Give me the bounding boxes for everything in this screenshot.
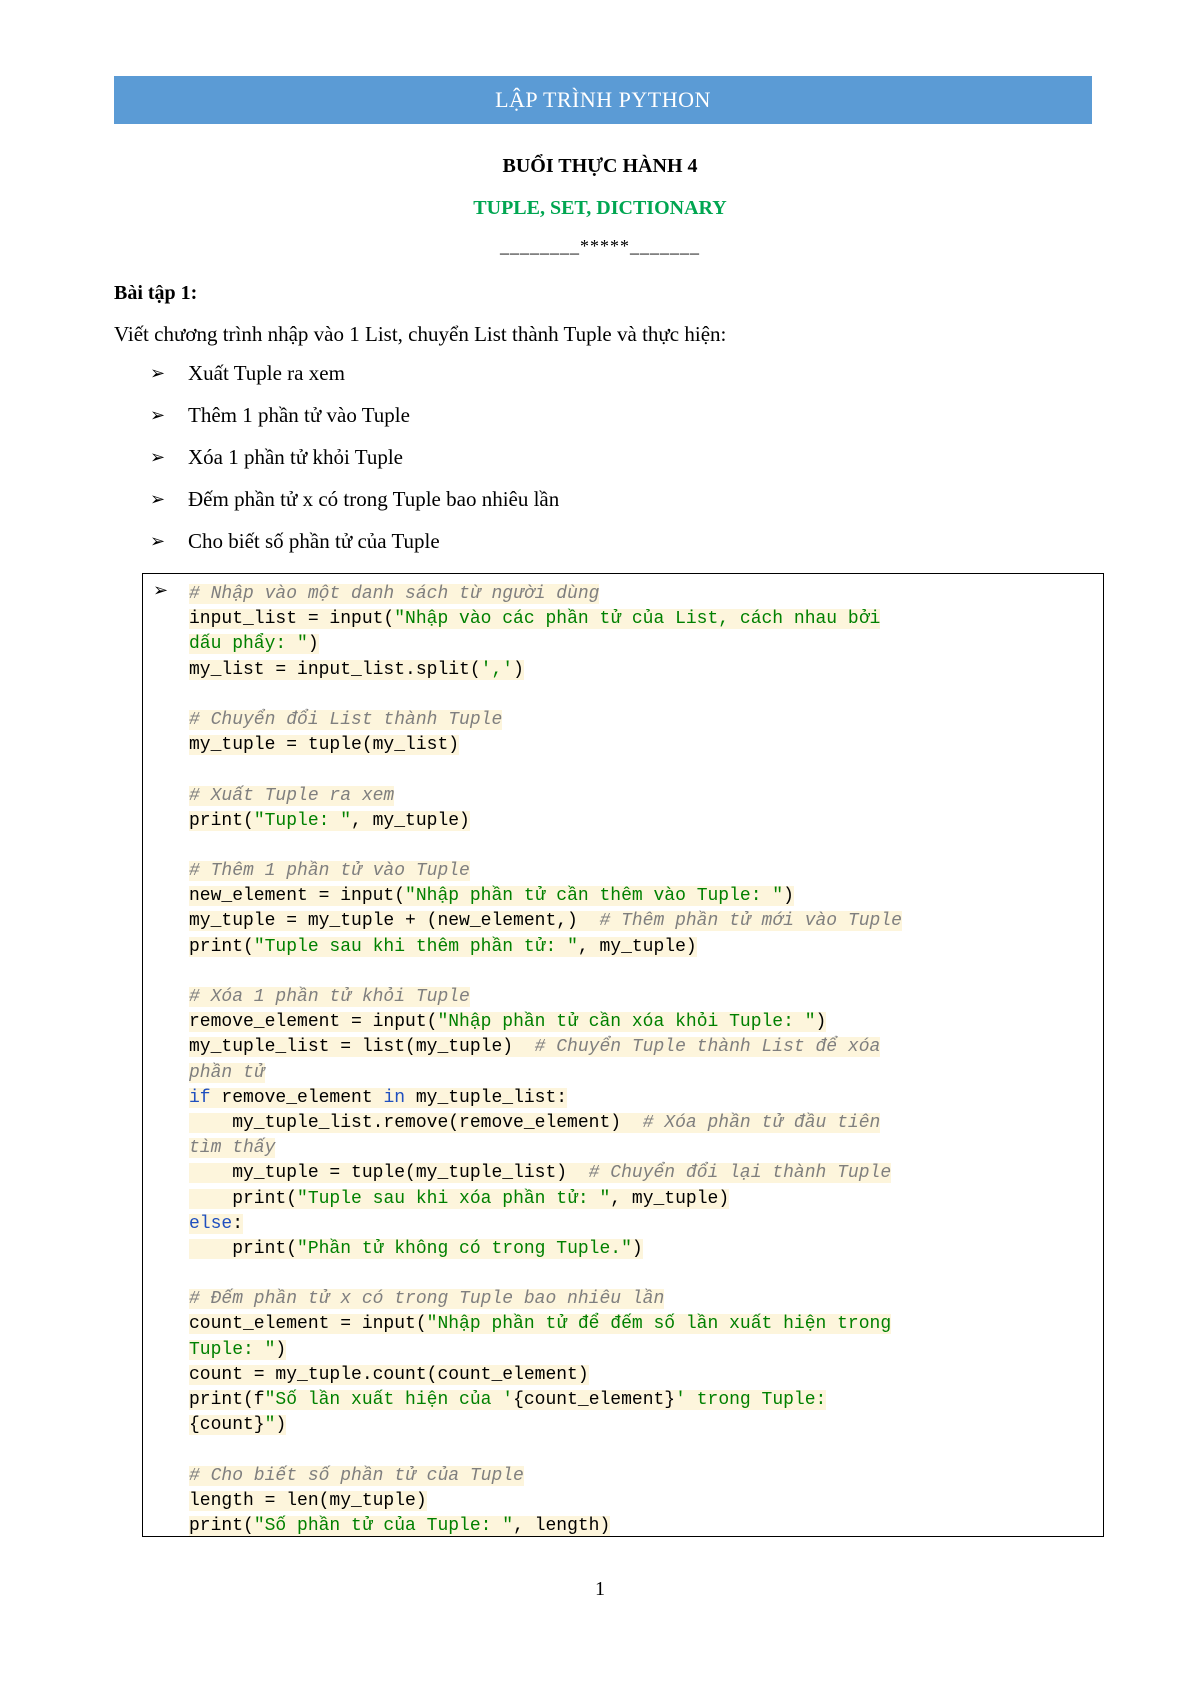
- code-token: # Chuyển đổi lại thành Tuple: [588, 1163, 892, 1184]
- code-token: ): [307, 634, 319, 655]
- code-token: my_tuple_list.remove(remove_element): [189, 1112, 643, 1133]
- code-token: ): [275, 1415, 287, 1436]
- code-line: [189, 1438, 1089, 1463]
- code-token: input_list = input(: [189, 609, 395, 630]
- code-line: [189, 607, 1089, 632]
- code-line: [189, 1262, 1089, 1287]
- list-item: [150, 360, 559, 402]
- code-line: [189, 1363, 1089, 1388]
- code-token: {count}: [189, 1415, 265, 1436]
- code-line: [189, 935, 1089, 960]
- code-line: [189, 1212, 1089, 1237]
- separator-line: ________*****_______: [500, 236, 700, 256]
- code-token: remove_element: [210, 1087, 384, 1108]
- course-banner: [114, 76, 1092, 124]
- code-token: "Số phần tử của Tuple: ": [253, 1515, 514, 1536]
- code-block: [142, 573, 1104, 1537]
- arrow-bullet-icon: ➢: [150, 447, 166, 467]
- arrow-bullet-icon: ➢: [150, 531, 166, 551]
- code-line: [189, 1514, 1089, 1539]
- code-line: [189, 683, 1089, 708]
- code-line: [189, 758, 1089, 783]
- code-token: print(: [189, 1188, 298, 1209]
- list-item: [150, 528, 559, 570]
- code-token: "Nhập phần tử cần thêm vào Tuple: ": [405, 886, 784, 907]
- code-token: "Số lần xuất hiện của ': [264, 1390, 514, 1410]
- code-line: [189, 784, 1089, 809]
- code-token: count_element = input(: [189, 1314, 427, 1335]
- code-token: :: [232, 1213, 244, 1234]
- code-token: "Nhập phần tử cần xóa khỏi Tuple: ": [437, 1012, 816, 1033]
- code-line: [189, 834, 1089, 859]
- code-line: [189, 909, 1089, 934]
- code-line: [189, 809, 1089, 834]
- code-line: [189, 1136, 1089, 1161]
- arrow-bullet-icon: ➢: [150, 405, 166, 425]
- code-line: [189, 632, 1089, 657]
- code-token: , my_tuple): [610, 1188, 730, 1209]
- code-line: [189, 733, 1089, 758]
- code-token: my_tuple = tuple(my_list): [189, 735, 460, 756]
- code-token: ": [264, 1415, 276, 1436]
- exercise-description: Viết chương trình nhập vào 1 List, chuyển List thành Tuple và thực hiện:: [114, 322, 727, 346]
- code-token: # Xuất Tuple ra xem: [189, 785, 395, 806]
- code-line: [189, 1464, 1089, 1489]
- code-token: # Xóa phần tử đầu tiên: [642, 1112, 881, 1133]
- code-token: new_element = input(: [189, 886, 406, 907]
- code-token: "Phần tử không có trong Tuple.": [297, 1238, 632, 1259]
- code-token: # Đếm phần tử x có trong Tuple bao nhiêu lần: [189, 1289, 665, 1310]
- code-token: ' trong Tuple:: [675, 1390, 827, 1410]
- code-line: [189, 1086, 1089, 1111]
- code-token: # Chuyển đổi List thành Tuple: [189, 709, 503, 730]
- code-token: # Cho biết số phần tử của Tuple: [189, 1465, 524, 1486]
- code-token: remove_element = input(: [189, 1012, 438, 1033]
- code-line: [189, 1413, 1089, 1438]
- code-token: count = my_tuple.count(count_element): [189, 1364, 589, 1385]
- code-token: tìm thấy: [189, 1138, 276, 1159]
- code-token: print(: [189, 1515, 254, 1536]
- code-token: # Nhập vào một danh sách từ người dùng: [189, 584, 600, 604]
- code-token: "Tuple sau khi xóa phần tử: ": [297, 1188, 611, 1209]
- task-text: Xuất Tuple ra xem: [188, 361, 345, 385]
- code-token: "Tuple: ": [253, 810, 352, 831]
- code-token: ): [815, 1012, 827, 1033]
- code-token: ): [631, 1238, 643, 1259]
- session-title: BUỔI THỰC HÀNH 4: [502, 155, 698, 177]
- code-token: dấu phẩy: ": [189, 634, 308, 655]
- code-line: [189, 582, 1089, 607]
- code-token: Tuple: ": [189, 1339, 276, 1360]
- code-token: , length): [513, 1515, 611, 1536]
- task-text: Cho biết số phần tử của Tuple: [188, 529, 440, 553]
- code-token: my_tuple = tuple(my_tuple_list): [189, 1163, 589, 1184]
- code-token: # Chuyển Tuple thành List để xóa: [534, 1037, 881, 1058]
- list-item: [150, 486, 559, 528]
- code-line: [189, 1312, 1089, 1337]
- code-line: [189, 1061, 1089, 1086]
- code-line: [189, 708, 1089, 733]
- code-token: # Thêm 1 phần tử vào Tuple: [189, 861, 470, 882]
- code-line: [189, 1287, 1089, 1312]
- code-token: , my_tuple): [577, 936, 697, 957]
- code-token: ): [275, 1339, 287, 1360]
- code-line: [189, 1111, 1089, 1136]
- code-line: [189, 1010, 1089, 1035]
- code-listing: [189, 582, 1089, 1539]
- course-title: LẬP TRÌNH PYTHON: [495, 87, 711, 112]
- code-token: phần tử: [189, 1062, 265, 1083]
- code-token: ',': [480, 659, 514, 680]
- code-line: [189, 960, 1089, 985]
- code-token: in: [383, 1087, 406, 1108]
- code-line: [189, 1388, 1089, 1413]
- topic-title: TUPLE, SET, DICTIONARY: [473, 197, 727, 219]
- task-list: [150, 360, 559, 570]
- code-token: my_list = input_list.split(: [189, 659, 481, 680]
- code-line: [189, 1187, 1089, 1212]
- code-token: print(: [189, 810, 254, 831]
- code-line: [189, 1035, 1089, 1060]
- code-line: [189, 859, 1089, 884]
- code-line: [189, 985, 1089, 1010]
- code-token: print(: [189, 1238, 298, 1259]
- code-token: # Thêm phần tử mới vào Tuple: [599, 911, 902, 932]
- code-token: my_tuple_list:: [405, 1087, 568, 1108]
- exercise-title: Bài tập 1:: [114, 282, 198, 304]
- code-token: # Xóa 1 phần tử khỏi Tuple: [189, 987, 470, 1007]
- page-number: 1: [595, 1578, 605, 1600]
- code-line: [189, 1338, 1089, 1363]
- code-token: my_tuple_list = list(my_tuple): [189, 1037, 535, 1058]
- code-line: [189, 884, 1089, 909]
- code-token: my_tuple = my_tuple + (new_element,): [189, 911, 600, 932]
- arrow-bullet-icon: ➢: [150, 489, 166, 509]
- code-token: if: [189, 1087, 211, 1108]
- task-text: Thêm 1 phần tử vào Tuple: [188, 403, 410, 427]
- task-text: Đếm phần tử x có trong Tuple bao nhiêu lần: [188, 487, 560, 511]
- code-token: "Tuple sau khi thêm phần tử: ": [253, 936, 578, 957]
- code-token: print(: [189, 936, 254, 957]
- code-token: ): [783, 886, 794, 907]
- task-text: Xóa 1 phần tử khỏi Tuple: [188, 445, 403, 469]
- arrow-bullet-icon: ➢: [150, 363, 166, 383]
- code-token: ): [513, 659, 524, 680]
- code-token: print(f: [189, 1390, 265, 1410]
- list-item: [150, 402, 559, 444]
- code-token: "Nhập vào các phần tử của List, cách nhau bởi: [394, 609, 881, 630]
- code-token: else: [189, 1213, 233, 1234]
- code-token: "Nhập phần tử để đếm số lần xuất hiện trong: [426, 1314, 892, 1335]
- code-line: [189, 658, 1089, 683]
- list-item: [150, 444, 559, 486]
- arrow-bullet-icon: ➢: [153, 580, 169, 600]
- code-token: , my_tuple): [351, 810, 470, 831]
- code-token: {count_element}: [513, 1390, 676, 1410]
- code-token: length = len(my_tuple): [189, 1490, 427, 1511]
- code-line: [189, 1489, 1089, 1514]
- code-line: [189, 1161, 1089, 1186]
- code-line: [189, 1237, 1089, 1262]
